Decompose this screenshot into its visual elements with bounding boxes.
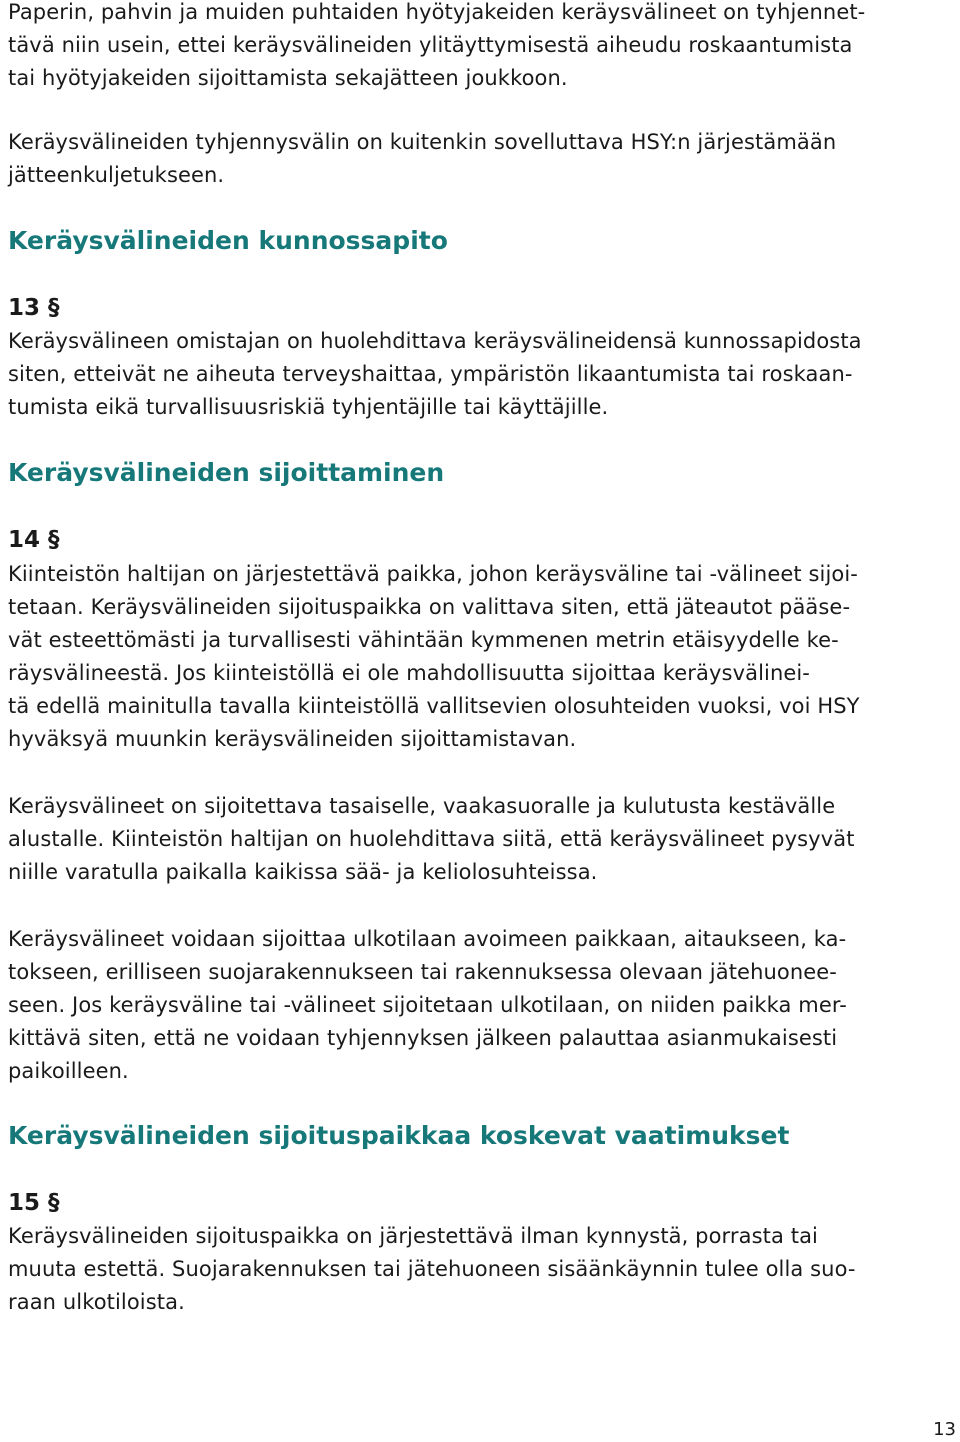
page-number: 13 (933, 1419, 956, 1440)
paragraph (8, 1220, 856, 1319)
text-line: kittävä siten, että ne voidaan tyhjennyksen jälkeen palauttaa asianmukaisesti (8, 1026, 838, 1050)
text-line: Keräysvälineet voidaan sijoittaa ulkotilaan avoimeen paikkaan, aitaukseen, ka- (8, 927, 847, 951)
text-line: alustalle. Kiinteistön haltijan on huolehdittava siitä, että keräysvälineet pysyvät (8, 827, 855, 851)
text-line: seen. Jos keräysväline tai -välineet sijoitetaan ulkotilaan, on niiden paikka mer- (8, 993, 847, 1017)
paragraph (8, 923, 847, 1088)
text-line: Keräysvälineen omistajan on huolehdittava keräysvälineidensä kunnossapidosta (8, 329, 862, 353)
text-line: vät esteettömästi ja turvallisesti vähintään kymmenen metrin etäisyydelle ke- (8, 628, 839, 652)
section-number: 15 § (8, 1190, 60, 1216)
text-line: tai hyötyjakeiden sijoittamista sekajätteen joukkoon. (8, 66, 568, 90)
paragraph (8, 790, 855, 889)
text-line: tä edellä mainitulla tavalla kiinteistöllä vallitsevien olosuhteiden vuoksi, voi HSY (8, 694, 860, 718)
text-line: hyväksyä muunkin keräysvälineiden sijoittamistavan. (8, 727, 577, 751)
paragraph (8, 0, 865, 95)
text-line: muuta estettä. Suojarakennuksen tai jätehuoneen sisäänkäynnin tulee olla suo- (8, 1257, 856, 1281)
paragraph (8, 126, 836, 192)
section-heading: Keräysvälineiden kunnossapito (8, 226, 448, 255)
text-line: tetaan. Keräysvälineiden sijoituspaikka on valittava siten, että jäteautot pääse- (8, 595, 851, 619)
text-line: Keräysvälineet on sijoitettava tasaiselle, vaakasuoralle ja kulutusta kestävälle (8, 794, 836, 818)
text-line: tokseen, erilliseen suojarakennukseen tai rakennuksessa olevaan jätehuonee- (8, 960, 837, 984)
section-heading: Keräysvälineiden sijoittaminen (8, 458, 445, 487)
text-line: raan ulkotiloista. (8, 1290, 185, 1314)
text-line: Keräysvälineiden tyhjennysvälin on kuitenkin sovelluttava HSY:n järjestämään (8, 130, 837, 154)
text-line: tävä niin usein, ettei keräysvälineiden ylitäyttymisestä aiheudu roskaantumista (8, 33, 853, 57)
text-line: Keräysvälineiden sijoituspaikka on järjestettävä ilman kynnystä, porrasta tai (8, 1224, 818, 1248)
section-heading: Keräysvälineiden sijoituspaikkaa koskevat vaatimukset (8, 1121, 790, 1150)
paragraph (8, 558, 860, 756)
text-line: räysvälineestä. Jos kiinteistöllä ei ole mahdollisuutta sijoittaa keräysvälinei- (8, 661, 810, 685)
text-line: Kiinteistön haltijan on järjestettävä paikka, johon keräysväline tai -välineet sijoi- (8, 562, 858, 586)
text-line: Paperin, pahvin ja muiden puhtaiden hyötyjakeiden keräysvälineet on tyhjennet- (8, 0, 866, 24)
text-line: paikoilleen. (8, 1059, 129, 1083)
text-line: tumista eikä turvallisuusriskiä tyhjentäjille tai käyttäjille. (8, 395, 609, 419)
text-line: niille varatulla paikalla kaikissa sää- ja keliolosuhteissa. (8, 860, 598, 884)
paragraph (8, 325, 862, 424)
text-line: jätteenkuljetukseen. (8, 163, 225, 187)
section-number: 14 § (8, 527, 60, 553)
section-number: 13 § (8, 295, 60, 321)
text-line: siten, etteivät ne aiheuta terveyshaittaa, ympäristön likaantumista tai roskaan- (8, 362, 853, 386)
